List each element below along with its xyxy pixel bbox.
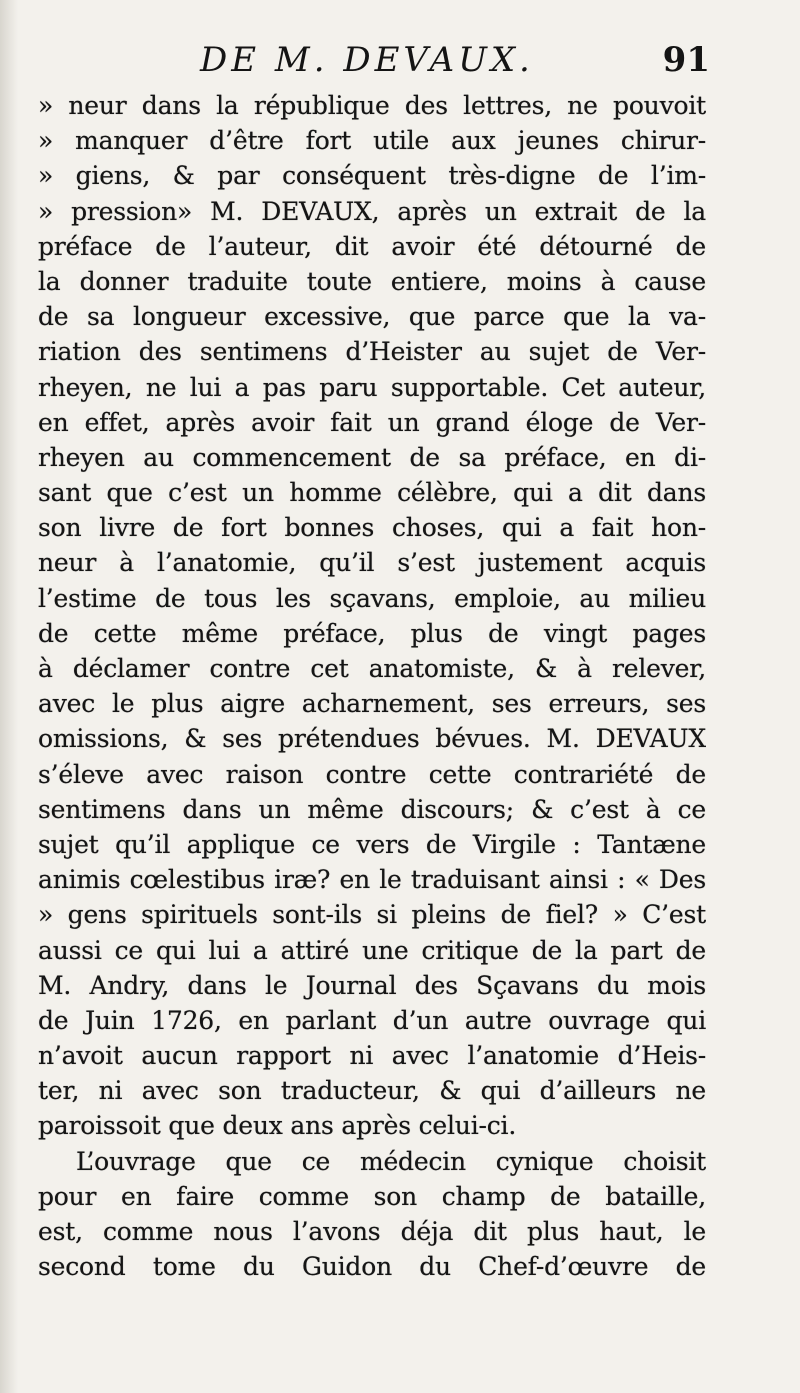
text-line: paroissoit que deux ans après celui-ci. (38, 1111, 517, 1141)
text-line: » pression» M. DEVAUX, après un extrait de la (38, 196, 706, 226)
text-line: avec le plus aigre acharnement, ses erreurs, ses (38, 689, 706, 719)
text-line: » manquer d’être fort utile aux jeunes chirur- (38, 126, 706, 156)
text-line: rheyen au commencement de sa préface, en di- (38, 442, 706, 472)
text-line: animis cœlestibus iræ? en le traduisant ainsi : « Des (38, 865, 706, 895)
gutter-shadow (0, 0, 18, 1393)
text-line: riation des sentimens d’Heister au sujet de Ver- (38, 337, 706, 367)
text-line: sant que c’est un homme célèbre, qui a dit dans (38, 478, 706, 508)
running-head (40, 40, 710, 90)
text-line: de sa longueur excessive, que parce que la va- (38, 302, 706, 332)
text-line: la donner traduite toute entiere, moins à cause (38, 266, 706, 296)
body-text (38, 88, 706, 1284)
text-line: son livre de fort bonnes choses, qui a fait hon- (38, 513, 706, 543)
text-line: aussi ce qui lui a attiré une critique de la part de (38, 935, 706, 965)
running-title: DE M. DEVAUX. (200, 40, 534, 80)
text-line: rheyen, ne lui a pas paru supportable. Cet auteur, (38, 372, 706, 402)
text-line: sentimens dans un même discours; & c’est à ce (38, 794, 706, 824)
text-line: est, comme nous l’avons déja dit plus haut, le (38, 1217, 706, 1246)
text-line: pour en faire comme son champ de bataille, (38, 1181, 706, 1211)
text-line: » giens, & par conséquent très-digne de l’im- (38, 161, 706, 191)
text-line: second tome du Guidon du Chef-d’œuvre de (38, 1252, 706, 1282)
text-line: en effet, après avoir fait un grand éloge de Ver- (38, 407, 706, 437)
text-line: omissions, & ses prétendues bévues. M. DEVAUX (38, 724, 706, 754)
text-line: L’ouvrage que ce médecin cynique choisit (76, 1146, 706, 1176)
text-line: ter, ni avec son traducteur, & qui d’ailleurs ne (38, 1076, 706, 1106)
text-line: à déclamer contre cet anatomiste, & à relever, (38, 654, 706, 683)
text-line: n’avoit aucun rapport ni avec l’anatomie d’Heis- (38, 1041, 706, 1071)
text-line: » gens spirituels sont-ils si pleins de fiel? » C’est (38, 900, 706, 930)
text-line: de Juin 1726, en parlant d’un autre ouvrage qui (38, 1005, 706, 1035)
page-number: 91 (662, 40, 710, 80)
text-line: M. Andry, dans le Journal des Sçavans du mois (38, 970, 706, 1000)
text-line: neur à l’anatomie, qu’il s’est justement acquis (38, 548, 706, 578)
text-line: de cette même préface, plus de vingt pages (38, 618, 706, 648)
text-line: » neur dans la république des lettres, ne pouvoit (38, 91, 706, 120)
text-line: sujet qu’il applique ce vers de Virgile : Tantæne (38, 829, 706, 859)
text-line: l’estime de tous les sçavans, emploie, au milieu (38, 583, 706, 613)
text-line: préface de l’auteur, dit avoir été détourné de (38, 231, 706, 261)
text-line: s’éleve avec raison contre cette contrariété de (38, 759, 706, 789)
